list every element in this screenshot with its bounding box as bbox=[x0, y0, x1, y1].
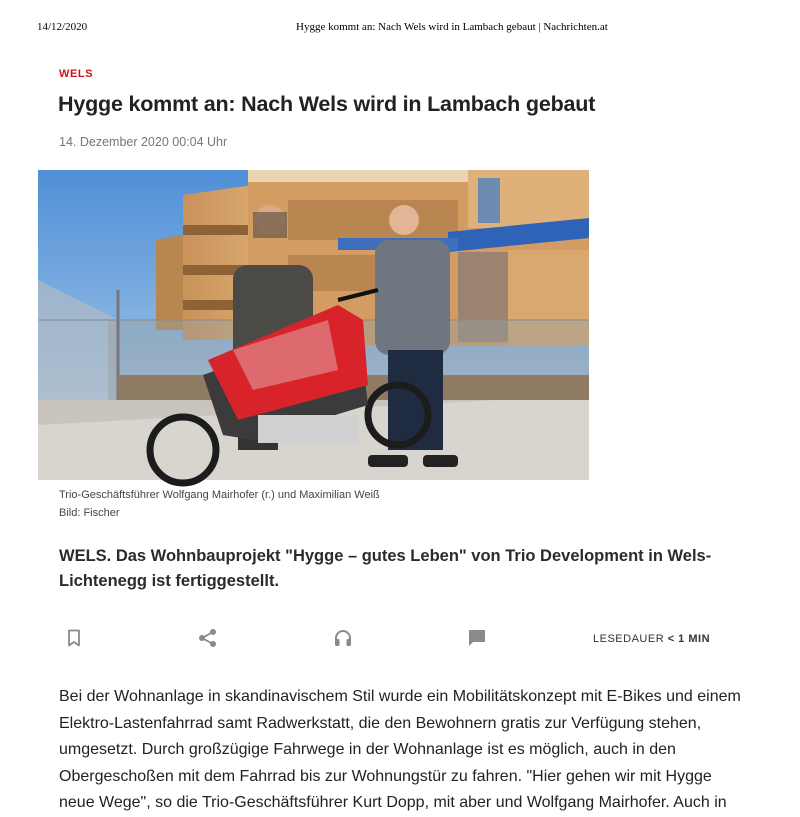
photo-caption bbox=[59, 486, 380, 522]
read-time bbox=[593, 633, 710, 645]
read-time-label: LESEDAUER bbox=[593, 633, 665, 645]
headphones-icon[interactable] bbox=[331, 626, 355, 650]
article-lead: WELS. Das Wohnbauprojekt "Hygge – gutes Leben" von Trio Development in Wels-Lichtenegg ist fertiggestellt. bbox=[59, 547, 712, 590]
bookmark-icon[interactable] bbox=[62, 626, 86, 650]
share-icon[interactable] bbox=[196, 626, 220, 650]
article-photo bbox=[38, 170, 589, 480]
comment-icon[interactable] bbox=[465, 626, 489, 650]
article-body: Bei der Wohnanlage in skandinavischem Stil wurde ein Mobilitätskonzept mit E-Bikes und einem Elektro-Lastenfahrrad samt Radwerkstatt, die den Bewohnern gratis zur Verfügung stehen, umgesetzt. Durch großzügige Fahrwege in der Wohnanlage ist es möglich, auch in den Obergeschoßen mit dem Fahrrad bis zur Wohnungstür zu fahren. "Hier gehen wir mit Hygge neue Wege", so die Trio-Geschäftsführer Kurt Dopp, mit aber und Wolfgang Mairhofer. Auch in bbox=[59, 688, 741, 811]
section-label[interactable]: WELS bbox=[59, 68, 94, 80]
article-toolbar bbox=[0, 620, 800, 656]
article-dateline: 14. Dezember 2020 00:04 Uhr bbox=[59, 135, 228, 149]
read-time-value: < 1 MIN bbox=[667, 633, 711, 645]
print-title: Hygge kommt an: Nach Wels wird in Lambach gebaut | Nachrichten.at bbox=[296, 21, 608, 33]
print-date: 14/12/2020 bbox=[37, 21, 88, 33]
print-header bbox=[0, 0, 800, 40]
article-headline: Hygge kommt an: Nach Wels wird in Lambach gebaut bbox=[58, 92, 596, 116]
photo-credit: Bild: Fischer bbox=[59, 507, 120, 519]
caption-text: Trio-Geschäftsführer Wolfgang Mairhofer (r.) und Maximilian Weiß bbox=[59, 489, 380, 501]
